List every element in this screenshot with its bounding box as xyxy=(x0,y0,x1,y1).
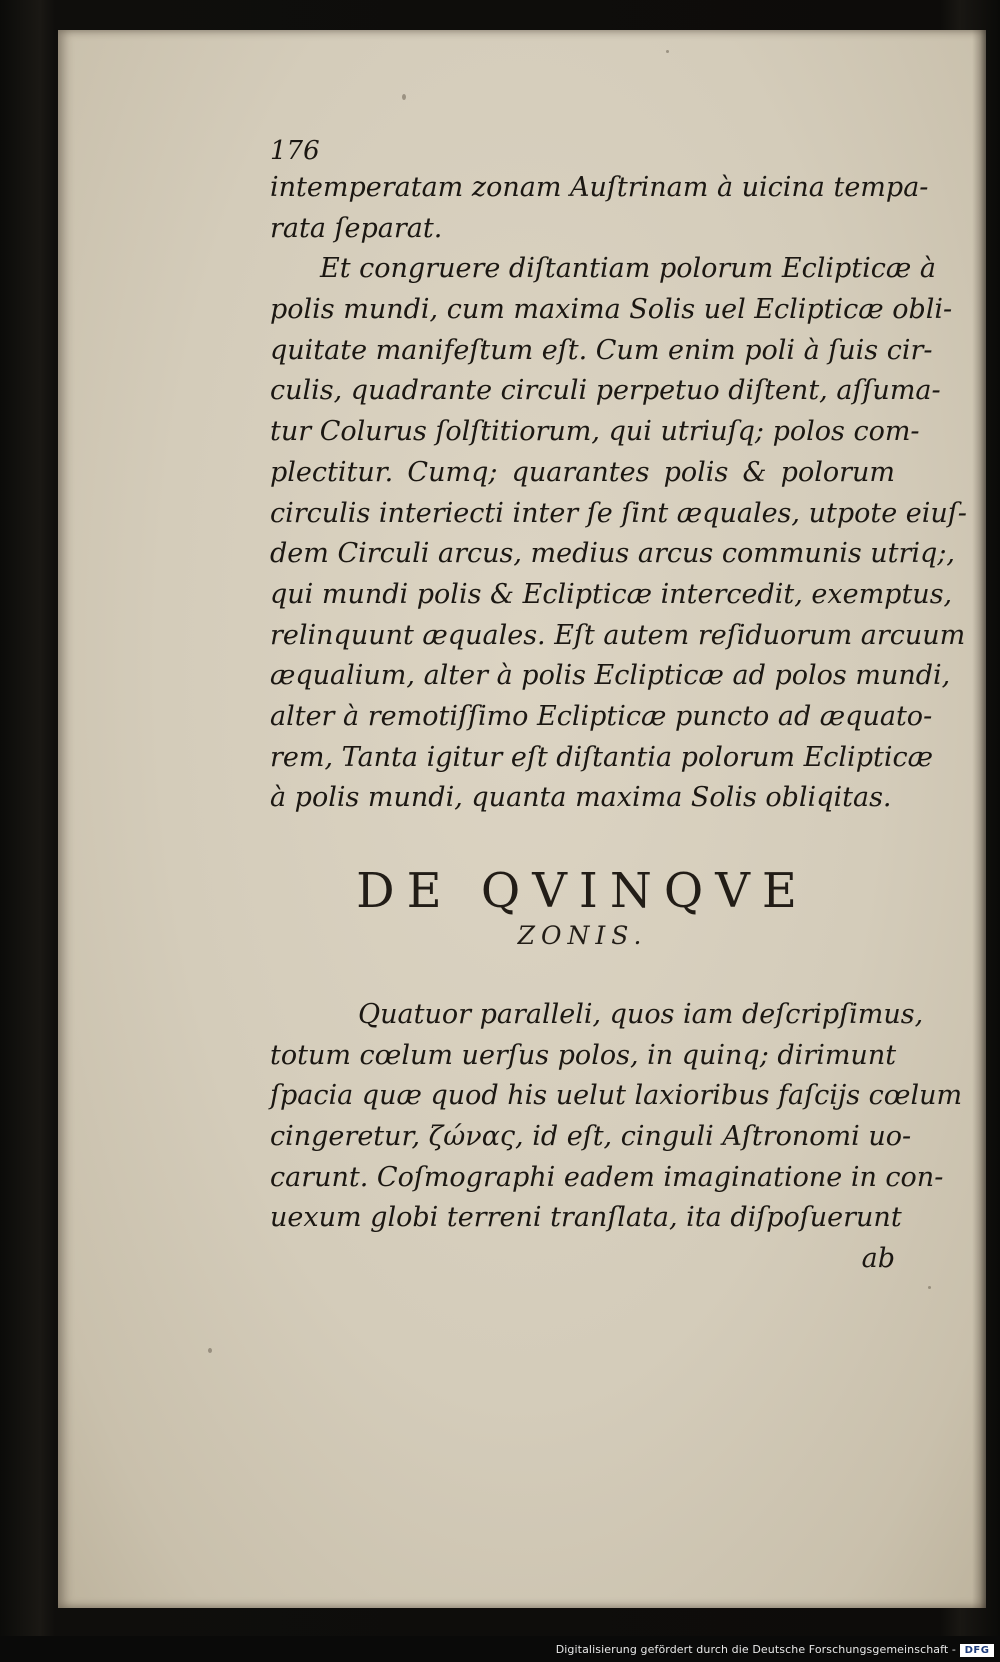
text-line: relinquunt æquales. Eſt autem reſiduorum arcuum xyxy=(270,619,966,651)
paper-speck xyxy=(402,94,406,100)
text-line: tur Colurus ſolſtitiorum, qui utriuſq; polos com- xyxy=(270,416,920,448)
text-line: plectitur. Cumq; quarantes polis & polorum xyxy=(270,456,895,488)
text-line: culis, quadrante circuli perpetuo diſtent, aſſuma- xyxy=(270,375,941,407)
page-number: 176 xyxy=(270,136,320,166)
paper-speck xyxy=(208,1348,212,1353)
text-line: rem, Tanta igitur eſt diſtantia polorum Eclipticæ xyxy=(270,741,933,773)
section-heading: DE QVINQVE xyxy=(356,863,809,919)
catchword: ab xyxy=(861,1243,895,1275)
section-subheading: ZONIS. xyxy=(517,921,648,950)
text-line: dem Circuli arcus, medius arcus communis utriq;, xyxy=(270,538,956,570)
text-line: qui mundi polis & Eclipticæ intercedit, exemptus, xyxy=(270,578,953,610)
text-line: circulis interiecti inter ſe ſint æquales, utpote eiuſ- xyxy=(270,497,967,529)
book-page xyxy=(58,30,986,1608)
footer-bar xyxy=(0,1636,1000,1662)
text-line: à polis mundi, quanta maxima Solis obliqitas. xyxy=(270,782,892,814)
text-line: æqualium, alter à polis Eclipticæ ad polos mundi, xyxy=(270,660,951,692)
text-line: alter à remotiſſimo Eclipticæ puncto ad æquato- xyxy=(270,700,933,732)
text-line: Et congruere diſtantiam polorum Eclipticæ à xyxy=(320,253,936,285)
text-line: carunt. Coſmographi eadem imaginatione in con- xyxy=(270,1161,944,1193)
text-line: ſpacia quæ quod his uelut laxioribus faſcijs cœlum xyxy=(270,1080,963,1112)
paper-speck xyxy=(928,1286,931,1289)
text-line: totum cœlum uerſus polos, in quinq; dirimunt xyxy=(270,1039,897,1071)
text-line: intemperatam zonam Auſtrinam à uicina tempa- xyxy=(270,172,929,203)
dfg-logo-icon: DFG xyxy=(960,1644,994,1657)
paper-speck xyxy=(666,50,669,53)
text-line: rata ſeparat. xyxy=(270,212,443,244)
text-line: quitate manifeſtum eſt. Cum enim poli à ſuis cir- xyxy=(270,334,933,366)
footer-credit: Digitalisierung gefördert durch die Deutsche Forschungsgemeinschaft - xyxy=(555,1643,956,1656)
page-edge-shadow xyxy=(972,30,986,1608)
text-line: cingeretur, ζώνας, id eſt, cinguli Aſtronomi uo- xyxy=(270,1121,912,1153)
text-line: uexum globi terreni tranſlata, ita diſpoſuerunt xyxy=(270,1202,902,1234)
text-line: Quatuor paralleli, quos iam deſcripſimus, xyxy=(358,999,924,1030)
text-line: polis mundi, cum maxima Solis uel Eclipticæ obli- xyxy=(270,294,953,326)
page-text xyxy=(270,134,967,1280)
